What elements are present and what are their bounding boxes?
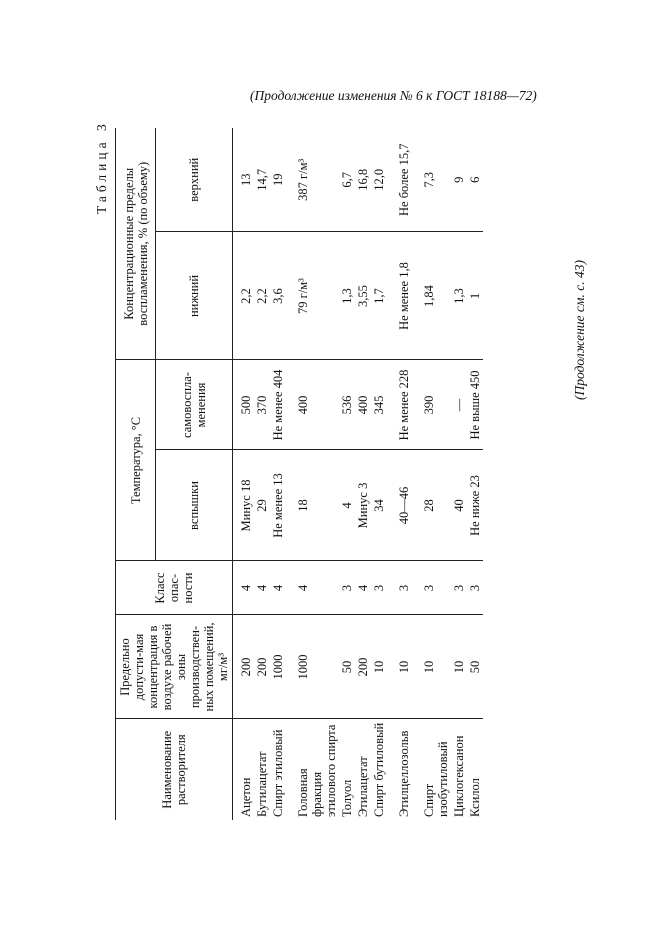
cell-autoignition: 390 bbox=[412, 360, 451, 450]
cell-lower: 1,7 bbox=[371, 232, 387, 360]
cell-upper: 13 bbox=[233, 128, 255, 232]
cell-autoignition: Не выше 450 bbox=[467, 360, 483, 450]
cell-lower: 1 bbox=[467, 232, 483, 360]
header-autoignition: самовоспла-менения bbox=[156, 360, 233, 450]
cell-name: Спирт изобутиловый bbox=[412, 719, 451, 820]
cell-hazard-class: 4 bbox=[233, 561, 255, 615]
cell-mac: 1000 bbox=[270, 615, 286, 719]
cell-upper: 6 bbox=[467, 128, 483, 232]
cell-name: Бутилацетат bbox=[254, 719, 270, 820]
cell-flash: Не ниже 23 bbox=[467, 450, 483, 561]
cell-mac: 50 bbox=[467, 615, 483, 719]
cell-autoignition: 400 bbox=[286, 360, 339, 450]
cell-hazard-class: 3 bbox=[387, 561, 412, 615]
rotated-table-block bbox=[88, 98, 598, 820]
table-row bbox=[339, 128, 355, 820]
table-row bbox=[286, 128, 339, 820]
cell-upper: Не более 15,7 bbox=[387, 128, 412, 232]
cell-flash: 4 bbox=[339, 450, 355, 561]
cell-lower: 2,2 bbox=[254, 232, 270, 360]
cell-hazard-class: 3 bbox=[412, 561, 451, 615]
cell-autoignition: 345 bbox=[371, 360, 387, 450]
header-flash: вспышки bbox=[156, 450, 233, 561]
cell-mac: 1000 bbox=[286, 615, 339, 719]
cell-autoignition: 400 bbox=[355, 360, 371, 450]
cell-autoignition: Не менее 228 bbox=[387, 360, 412, 450]
cell-autoignition: 500 bbox=[233, 360, 255, 450]
cell-name: Циклогексанон bbox=[451, 719, 467, 820]
cell-upper: 19 bbox=[270, 128, 286, 232]
cell-autoignition: — bbox=[451, 360, 467, 450]
cell-upper: 12,0 bbox=[371, 128, 387, 232]
cell-hazard-class: 4 bbox=[286, 561, 339, 615]
table-row bbox=[412, 128, 451, 820]
cell-autoignition: 536 bbox=[339, 360, 355, 450]
table-row bbox=[387, 128, 412, 820]
cell-flash: Минус 18 bbox=[233, 450, 255, 561]
cell-upper: 16,8 bbox=[355, 128, 371, 232]
cell-mac: 10 bbox=[387, 615, 412, 719]
cell-flash: 40—46 bbox=[387, 450, 412, 561]
cell-name: Ксилол bbox=[467, 719, 483, 820]
cell-mac: 50 bbox=[339, 615, 355, 719]
solvents-table bbox=[115, 128, 483, 820]
cell-name: Этилацетат bbox=[355, 719, 371, 820]
cell-flash: 34 bbox=[371, 450, 387, 561]
cell-autoignition: Не менее 404 bbox=[270, 360, 286, 450]
table-row bbox=[233, 128, 255, 820]
cell-name: Спирт бутиловый bbox=[371, 719, 387, 820]
cell-name: Ацетон bbox=[233, 719, 255, 820]
cell-flash: Минус 3 bbox=[355, 450, 371, 561]
header-temperature: Температура, °С bbox=[116, 360, 156, 561]
cell-lower: 3,6 bbox=[270, 232, 286, 360]
cell-hazard-class: 4 bbox=[254, 561, 270, 615]
cell-mac: 10 bbox=[451, 615, 467, 719]
cell-mac: 200 bbox=[355, 615, 371, 719]
cell-lower: 1,3 bbox=[339, 232, 355, 360]
cell-autoignition: 370 bbox=[254, 360, 270, 450]
table-row bbox=[270, 128, 286, 820]
table-caption: Таблица 3 bbox=[94, 120, 109, 214]
cell-name: Этилцеллозольв bbox=[387, 719, 412, 820]
cell-hazard-class: 4 bbox=[355, 561, 371, 615]
cell-lower: 79 г/м³ bbox=[286, 232, 339, 360]
cell-mac: 200 bbox=[233, 615, 255, 719]
cell-mac: 10 bbox=[412, 615, 451, 719]
cell-hazard-class: 3 bbox=[371, 561, 387, 615]
cell-hazard-class: 3 bbox=[339, 561, 355, 615]
header-hazard-class: Класс опас-ности bbox=[116, 561, 233, 615]
cell-flash: 18 bbox=[286, 450, 339, 561]
cell-upper: 387 г/м³ bbox=[286, 128, 339, 232]
header-lower: нижний bbox=[156, 232, 233, 360]
cell-lower: 2,2 bbox=[233, 232, 255, 360]
header-upper: верхний bbox=[156, 128, 233, 232]
cell-hazard-class: 3 bbox=[451, 561, 467, 615]
header-limits: Концентрационные пределы воспламенения, % (по объему) bbox=[116, 128, 156, 360]
cell-lower: 1,3 bbox=[451, 232, 467, 360]
cell-flash: Не менее 13 bbox=[270, 450, 286, 561]
table-row bbox=[254, 128, 270, 820]
cell-name: Спирт этиловый bbox=[270, 719, 286, 820]
cell-upper: 14,7 bbox=[254, 128, 270, 232]
header-name: Наименование растворителя bbox=[116, 719, 233, 820]
cell-upper: 6,7 bbox=[339, 128, 355, 232]
cell-flash: 40 bbox=[451, 450, 467, 561]
table-row bbox=[355, 128, 371, 820]
cell-flash: 28 bbox=[412, 450, 451, 561]
table-row bbox=[371, 128, 387, 820]
continuation-footer: (Продолжение см. с. 43) bbox=[572, 260, 587, 400]
continuation-header: (Продолжение изменения № 6 к ГОСТ 18188—72) bbox=[250, 88, 537, 103]
table-row bbox=[467, 128, 483, 820]
cell-hazard-class: 3 bbox=[467, 561, 483, 615]
table-row bbox=[451, 128, 467, 820]
cell-mac: 10 bbox=[371, 615, 387, 719]
cell-lower: 1,84 bbox=[412, 232, 451, 360]
cell-lower: Не менее 1,8 bbox=[387, 232, 412, 360]
cell-upper: 9 bbox=[451, 128, 467, 232]
cell-name: Головная фракция этилового спирта bbox=[286, 719, 339, 820]
cell-lower: 3,55 bbox=[355, 232, 371, 360]
cell-flash: 29 bbox=[254, 450, 270, 561]
cell-hazard-class: 4 bbox=[270, 561, 286, 615]
cell-upper: 7,3 bbox=[412, 128, 451, 232]
cell-mac: 200 bbox=[254, 615, 270, 719]
header-mac: Предельно допусти-мая концентрация в воздухе рабочей зоны производствен-ных помещений, мг/м³ bbox=[116, 615, 233, 719]
cell-name: Толуол bbox=[339, 719, 355, 820]
